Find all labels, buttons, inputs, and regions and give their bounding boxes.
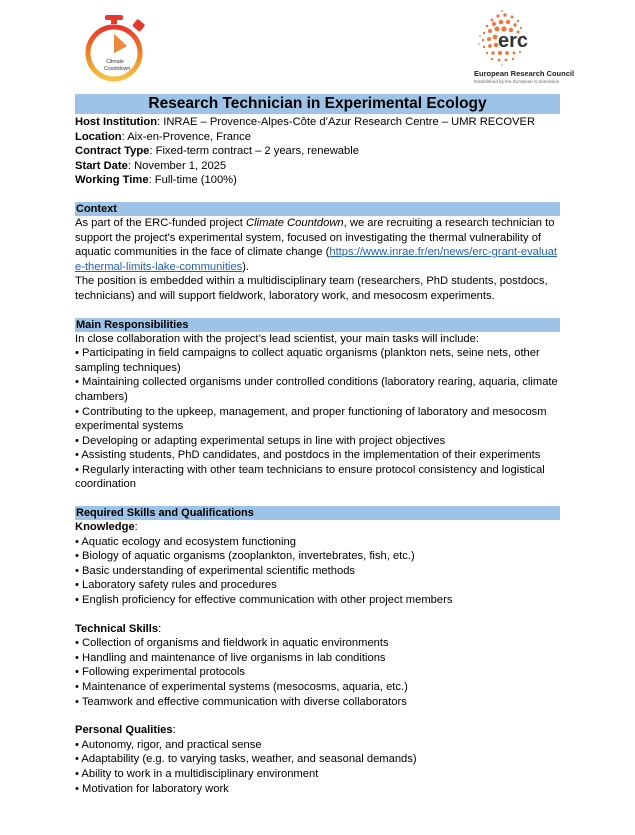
job-posting — [75, 94, 560, 796]
climate-countdown-logo — [82, 12, 154, 86]
list-item: • Maintaining collected organisms under controlled conditions (laboratory rearing, aquaria, climate chambers) — [75, 376, 558, 403]
list-item: • Handling and maintenance of live organisms in lab conditions — [75, 651, 386, 664]
subheading-personal-qualities: Personal Qualities: — [75, 724, 176, 737]
list-item: • Participating in field campaigns to collect aquatic organisms (plankton nets, seine nets, other sampling techniques) — [75, 347, 540, 374]
list-item: • Adaptability (e.g. to varying tasks, weather, and seasonal demands) — [75, 753, 417, 766]
project-news-link[interactable]: https://www.inrae.fr/en/news/erc-grant-evaluate-thermal-limits-lake-communities — [75, 246, 557, 273]
list-item: • Assisting students, PhD candidates, and postdocs in the implementation of their experiments — [75, 449, 541, 462]
logo-text-line1: Climate — [106, 59, 124, 65]
erc-subtitle: Established by the European Commission — [474, 79, 560, 84]
list-item: • Basic understanding of experimental scientific methods — [75, 564, 356, 577]
list-item: • Biology of aquatic organisms (zooplankton, invertebrates, fish, etc.) — [75, 550, 415, 563]
subheading-technical-skills: Technical Skills: — [75, 622, 162, 635]
list-item: • Following experimental protocols — [75, 666, 245, 679]
detail-working-time: Working Time: Full-time (100%) — [75, 174, 237, 187]
detail-start-date: Start Date: November 1, 2025 — [75, 159, 227, 172]
list-item: • Contributing to the upkeep, management, and proper functioning of laboratory and mesocosm experimental systems — [75, 405, 547, 433]
list-item: • Regularly interacting with other team technicians to ensure protocol consistency and logistical coordination — [75, 463, 545, 491]
list-item: • Motivation for laboratory work — [75, 782, 229, 795]
list-item: • Collection of organisms and fieldwork in aquatic environments — [75, 637, 389, 650]
list-item: • Laboratory safety rules and procedures — [75, 579, 277, 592]
subheading-knowledge: Knowledge: — [75, 521, 138, 534]
section-heading-skills: Required Skills and Qualifications — [75, 506, 560, 520]
responsibilities-intro: In close collaboration with the project’s lead scientist, your main tasks will include: — [75, 332, 479, 345]
detail-location: Location: Aix-en-Provence, France — [75, 130, 251, 143]
list-item: • Maintenance of experimental systems (mesocosms, aquaria, etc.) — [75, 681, 408, 693]
erc-dots-icon — [472, 6, 562, 70]
list-item: • Developing or adapting experimental setups in line with project objectives — [75, 434, 446, 447]
list-item: • Autonomy, rigor, and practical sense — [75, 738, 262, 751]
list-item: • English proficiency for effective communication with other project members — [75, 594, 453, 607]
context-team-paragraph: The position is embedded within a multidisciplinary team (researchers, PhD students, postdocs, technicians) and will support fieldwork, laboratory work, and mesocosm experiments. — [75, 275, 548, 302]
detail-host-institution: Host Institution: INRAE – Provence-Alpes-Côte d’Azur Research Centre – UMR RECOVER — [75, 116, 536, 128]
detail-contract-type: Contract Type: Fixed-term contract – 2 years, renewable — [75, 145, 359, 158]
list-item: • Teamwork and effective communication with diverse collaborators — [75, 695, 407, 708]
section-heading-responsibilities: Main Responsibilities — [75, 318, 560, 332]
section-heading-context: Context — [75, 202, 560, 216]
logo-text-line2: Countdown — [104, 66, 131, 72]
list-item: • Aquatic ecology and ecosystem functioning — [75, 535, 296, 548]
erc-mark: erc — [498, 30, 529, 52]
list-item: • Ability to work in a multidisciplinary environment — [75, 767, 319, 780]
stopwatch-icon — [82, 12, 154, 86]
context-paragraph: As part of the ERC-funded project Climate Countdown, we are recruiting a research technician to support the project's experimental system, focused on investigating the thermal vulnerability of aquatic communities in the face of climate change (https://www.inrae.fr/en/news/erc-grant-evaluate-thermal-limits-lake-communities). — [75, 216, 557, 273]
page-title: Research Technician in Experimental Ecology — [75, 94, 560, 114]
erc-name: European Research Council — [474, 69, 575, 78]
